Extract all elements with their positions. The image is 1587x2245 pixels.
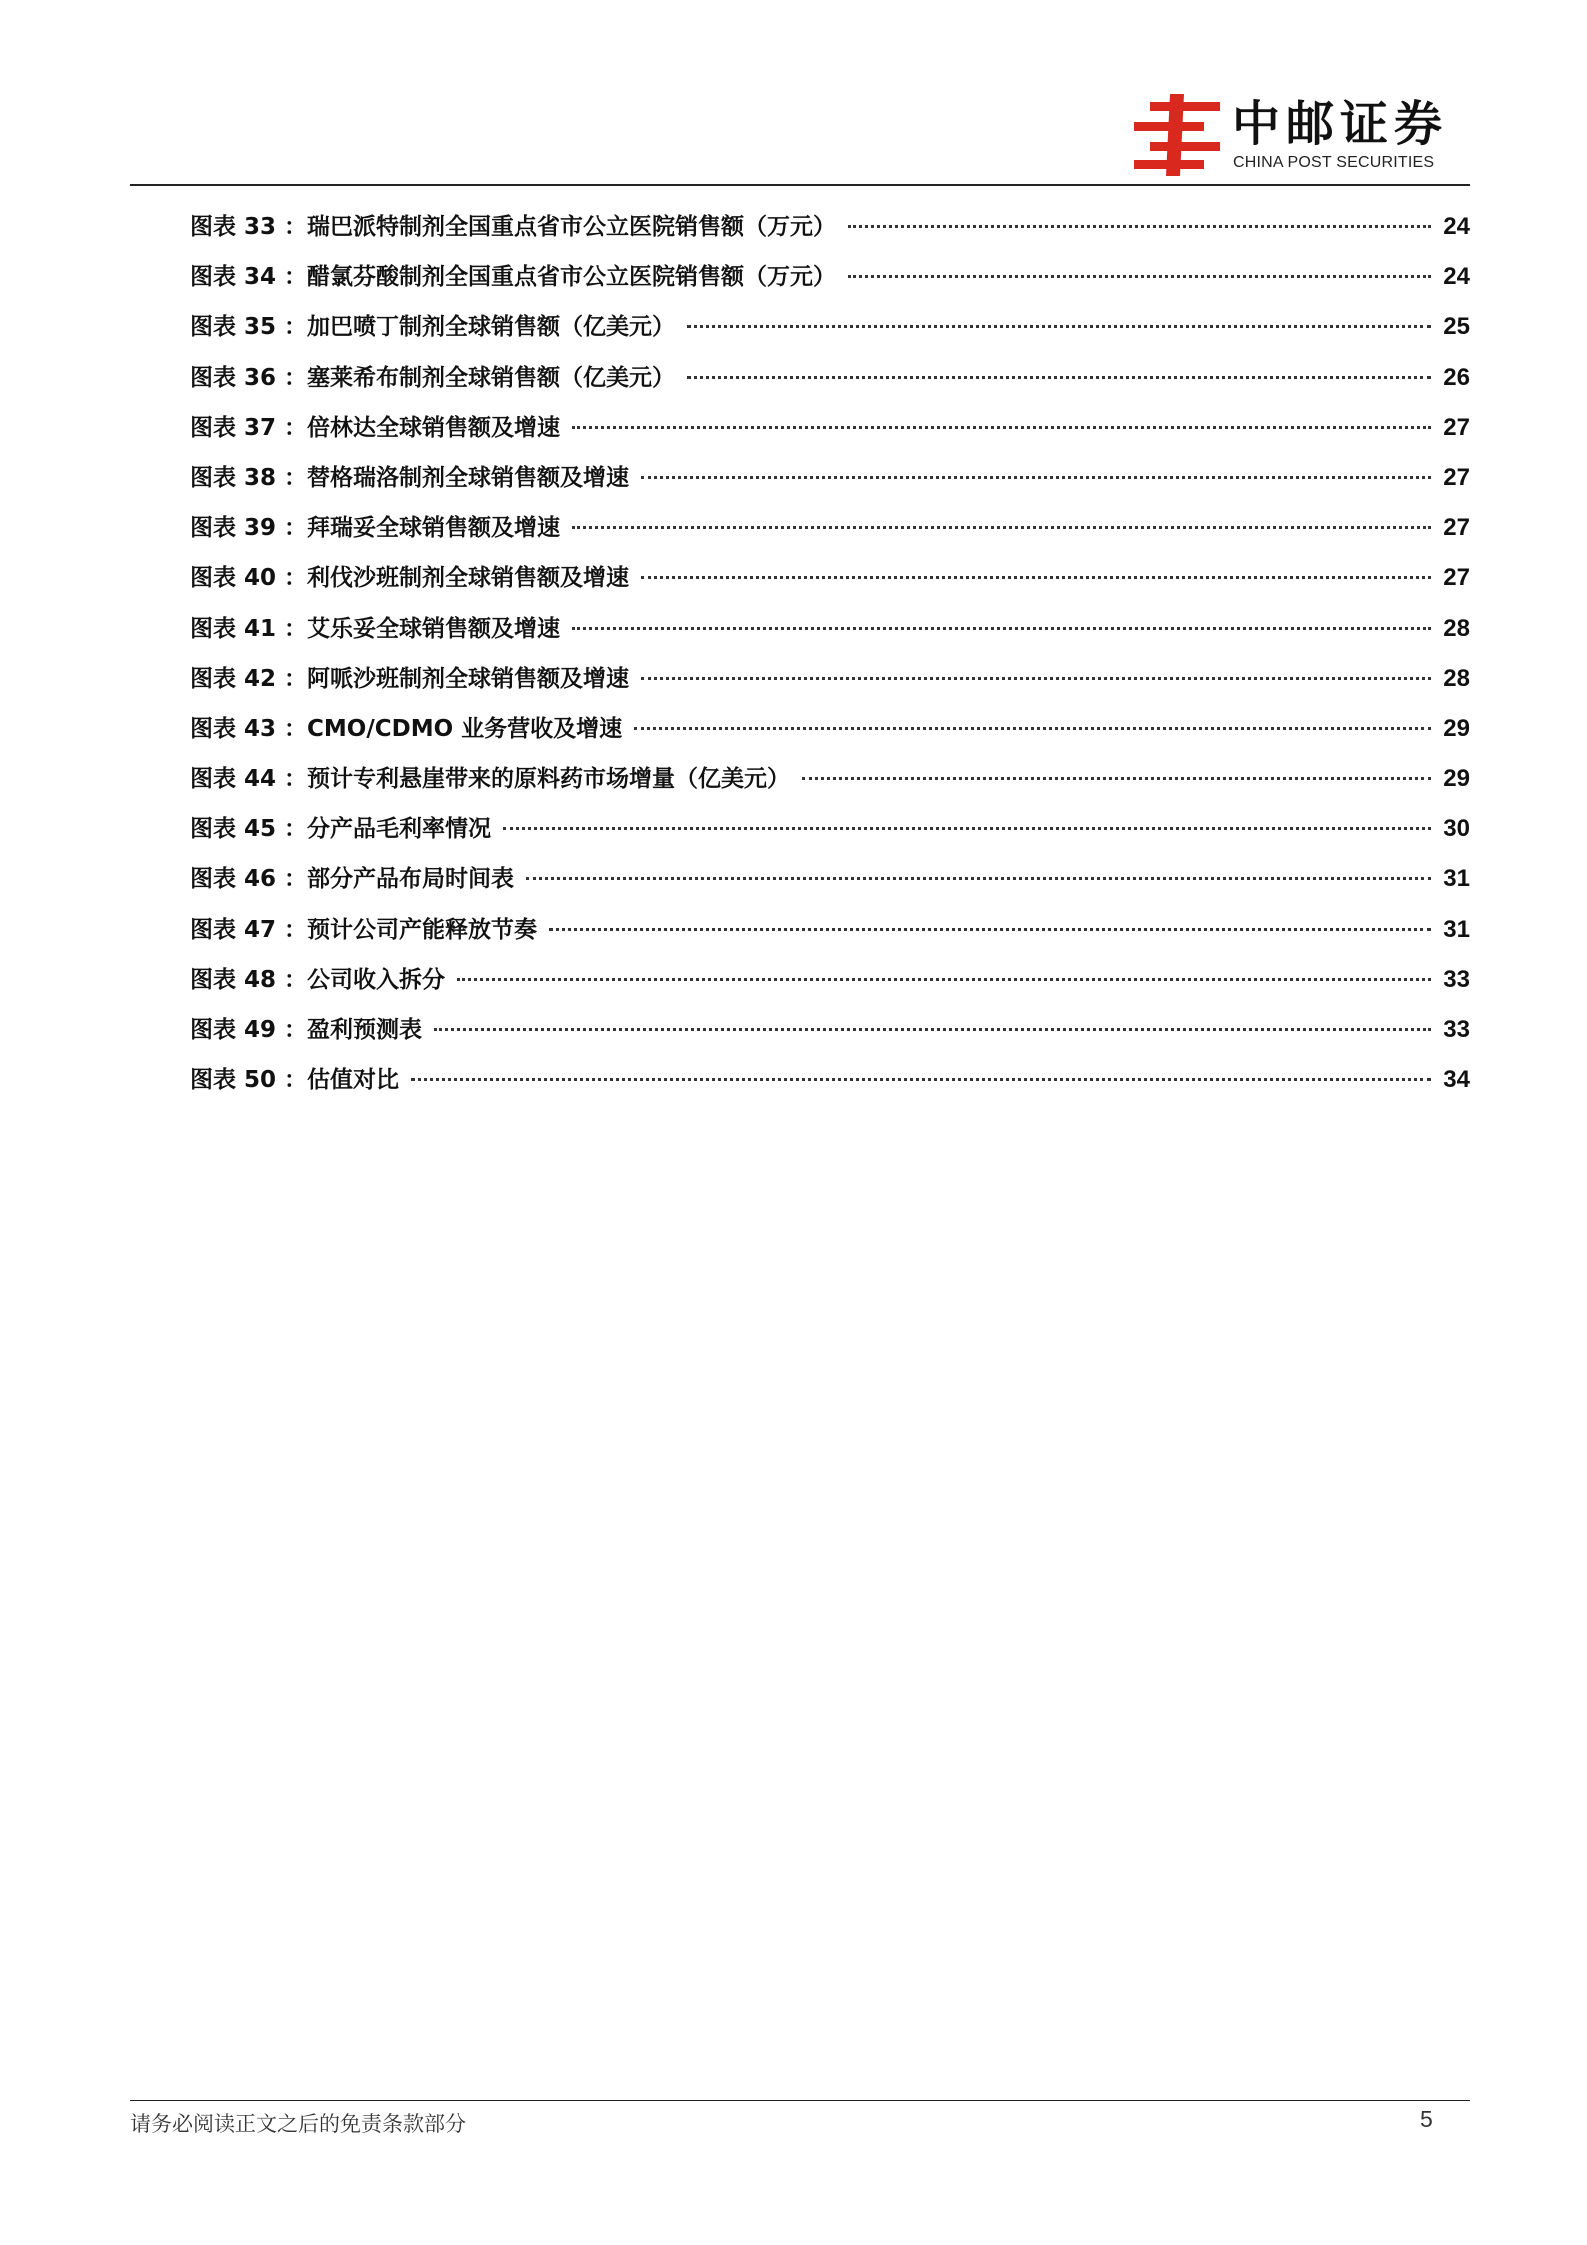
- toc-dot-leader: [634, 727, 1431, 730]
- toc-entry-page: 29: [1443, 714, 1470, 742]
- toc-entry-page: 24: [1443, 213, 1470, 240]
- toc-entry-title: 替格瑞洛制剂全球销售额及增速: [307, 464, 630, 491]
- toc-entry[interactable]: [190, 961, 1470, 1011]
- toc-entry[interactable]: [190, 610, 1470, 660]
- toc-dot-leader: [434, 1028, 1431, 1031]
- toc-dot-leader: [641, 677, 1431, 680]
- toc-dot-leader: [641, 576, 1431, 579]
- toc-entry-label: 图表 46 ：: [190, 866, 308, 893]
- toc-entry-page: 29: [1443, 765, 1470, 793]
- toc-entry-page: 28: [1443, 664, 1470, 692]
- toc-entry-title: 醋氯芬酸制剂全国重点省市公立医院销售额（万元）: [307, 264, 837, 291]
- toc-entry-page: 27: [1443, 413, 1470, 441]
- toc-entry-title: 拜瑞妥全球销售额及增速: [307, 515, 561, 542]
- toc-entry-title: 估值对比: [307, 1067, 400, 1094]
- toc-entry-title: 倍林达全球销售额及增速: [307, 414, 561, 441]
- toc-entry-title: 预计专利悬崖带来的原料药市场增量（亿美元）: [307, 766, 791, 793]
- toc-entry-page: 30: [1443, 815, 1470, 843]
- toc-entry-page: 28: [1443, 614, 1470, 642]
- toc-dot-leader: [572, 426, 1431, 429]
- toc-dot-leader: [457, 978, 1431, 981]
- toc-dot-leader: [848, 225, 1431, 228]
- toc-entry-title: 公司收入拆分: [307, 966, 446, 993]
- toc-dot-leader: [641, 476, 1431, 479]
- toc-entry[interactable]: [190, 911, 1470, 961]
- toc-entry[interactable]: [190, 258, 1470, 308]
- toc-entry[interactable]: [190, 710, 1470, 760]
- toc-dot-leader: [848, 275, 1431, 278]
- toc-dot-leader: [687, 325, 1431, 328]
- toc-entry-title: 盈利预测表: [307, 1017, 423, 1043]
- toc-entry[interactable]: [190, 660, 1470, 710]
- toc-entry-page: 33: [1443, 1016, 1470, 1043]
- toc-entry[interactable]: [190, 459, 1470, 509]
- toc-dot-leader: [572, 526, 1431, 529]
- toc-entry[interactable]: [190, 409, 1470, 459]
- toc-entry-label: 图表 39 ：: [190, 515, 308, 542]
- toc-dot-leader: [687, 376, 1431, 379]
- page-number: 5: [1420, 2106, 1433, 2132]
- toc-dot-leader: [572, 627, 1431, 630]
- toc-entry-page: 24: [1443, 263, 1470, 291]
- toc-entry-page: 31: [1443, 865, 1470, 893]
- toc-dot-leader: [526, 877, 1431, 880]
- toc-dot-leader: [802, 777, 1431, 780]
- toc-entry[interactable]: [190, 810, 1470, 860]
- toc-entry-page: 27: [1443, 564, 1470, 592]
- toc-entry-title: 加巴喷丁制剂全球销售额（亿美元）: [307, 314, 676, 341]
- toc-entry-label: 图表 45 ：: [190, 816, 308, 843]
- toc-entry-page: 27: [1443, 514, 1470, 542]
- toc-entry-label: 图表 48 ：: [190, 966, 308, 993]
- brand-name-en: CHINA POST SECURITIES: [1233, 154, 1435, 171]
- toc-entry-label: 图表 37 ：: [190, 414, 308, 441]
- china-post-securities-logo: [1130, 92, 1470, 180]
- brand-name-cn: 中邮证券: [1232, 96, 1449, 152]
- toc-entry-label: 图表 40 ：: [190, 565, 308, 592]
- toc-dot-leader: [411, 1078, 1431, 1081]
- toc-entry-page: 33: [1443, 965, 1470, 993]
- china-post-logo-icon: [1130, 92, 1226, 178]
- toc-entry-title: 部分产品布局时间表: [307, 866, 515, 893]
- toc-dot-leader: [549, 928, 1431, 931]
- toc-entry-label: 图表 49 ：: [190, 1017, 308, 1043]
- toc-entry-page: 34: [1443, 1066, 1470, 1094]
- toc-entry-title: 阿哌沙班制剂全球销售额及增速: [307, 665, 630, 692]
- toc-entry-page: 31: [1443, 915, 1470, 943]
- toc-entry-page: 26: [1443, 363, 1470, 391]
- toc-entry-title: 利伐沙班制剂全球销售额及增速: [307, 565, 630, 592]
- toc-entry-label: 图表 50 ：: [190, 1067, 308, 1094]
- toc-dot-leader: [503, 827, 1431, 830]
- toc-entry[interactable]: [190, 1011, 1470, 1061]
- toc-entry-title: 塞莱希布制剂全球销售额（亿美元）: [307, 364, 676, 391]
- toc-entry[interactable]: [190, 359, 1470, 409]
- footer-divider: [130, 2100, 1470, 2101]
- page-header: [0, 0, 1587, 190]
- header-divider: [130, 184, 1470, 186]
- toc-entry-label: 图表 38 ：: [190, 464, 308, 491]
- toc-entry-title: 预计公司产能释放节奏: [307, 916, 538, 943]
- toc-entry[interactable]: [190, 509, 1470, 559]
- toc-entry-label: 图表 36 ：: [190, 364, 308, 391]
- toc-entry-page: 25: [1443, 313, 1470, 341]
- toc-entry-title: 分产品毛利率情况: [307, 816, 492, 843]
- toc-entry-label: 图表 34 ：: [190, 264, 308, 291]
- toc-entry-label: 图表 41 ：: [190, 615, 308, 642]
- toc-entry[interactable]: [190, 860, 1470, 910]
- toc-entry-title: CMO/CDMO 业务营收及增速: [307, 715, 623, 742]
- figure-index-list: [190, 208, 1470, 1111]
- toc-entry-title: 艾乐妥全球销售额及增速: [307, 615, 561, 642]
- footer-disclaimer: 请务必阅读正文之后的免责条款部分: [130, 2112, 466, 2136]
- toc-entry[interactable]: [190, 559, 1470, 609]
- toc-entry[interactable]: [190, 208, 1470, 258]
- toc-entry[interactable]: [190, 760, 1470, 810]
- toc-entry-label: 图表 33 ：: [190, 214, 308, 240]
- toc-entry-label: 图表 42 ：: [190, 665, 308, 692]
- toc-entry-label: 图表 47 ：: [190, 916, 308, 943]
- toc-entry-page: 27: [1443, 463, 1470, 491]
- toc-entry[interactable]: [190, 308, 1470, 358]
- toc-entry-label: 图表 44 ：: [190, 766, 308, 793]
- toc-entry[interactable]: [190, 1061, 1470, 1111]
- toc-entry-label: 图表 43 ：: [190, 715, 308, 742]
- toc-entry-title: 瑞巴派特制剂全国重点省市公立医院销售额（万元）: [307, 214, 837, 240]
- toc-entry-label: 图表 35 ：: [190, 314, 308, 341]
